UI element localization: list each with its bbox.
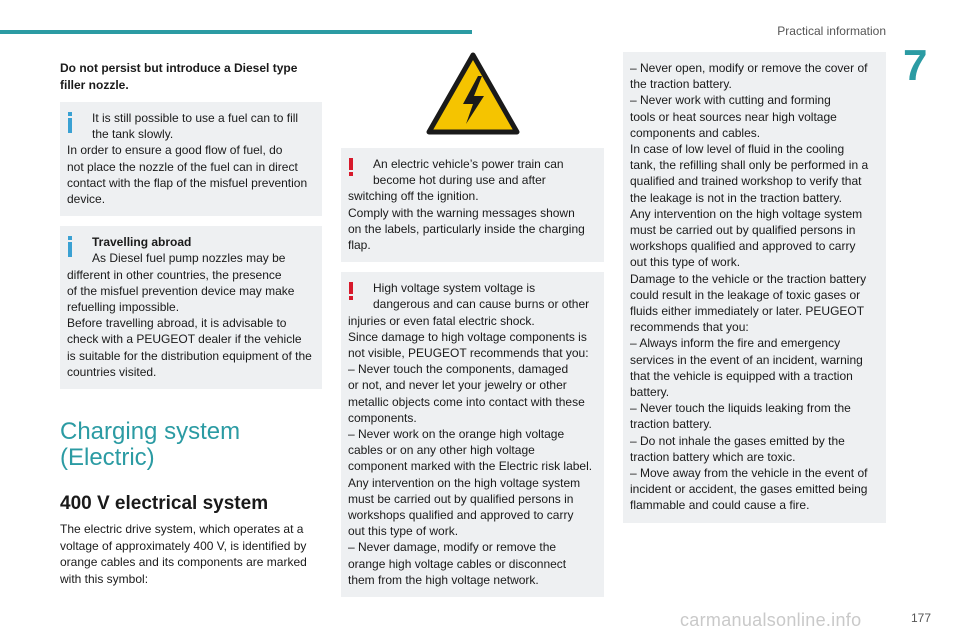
watermark: carmanualsonline.info: [680, 610, 862, 630]
warning-box-high-voltage: High voltage system voltage is dangerous and can cause burns or other injuries or even fatal electric shock. Since damage to high voltage components is not visible, PEUGEOT recommends that you: – Never touch the components, damaged or not, and never let your jewelry or other metallic objects come into contact with these components. – Never work on the orange high voltage cables or on any other high voltage component marked with the Electric risk label. Any intervention on the high voltage system must be carried out by qualified persons in workshops qualified and approved to carry out this type of work. – Never damage, modify or remove the orange high voltage cables or disconnect them from the high voltage network.: [341, 272, 604, 597]
info-box-fuel-can: It is still possible to use a fuel can to fill the tank slowly. In order to ensure a good flow of fuel, do not place the nozzle of the fuel can in direct contact with the flap of the misfuel prevention device.: [60, 102, 322, 216]
section-title: Charging system (Electric): [60, 418, 241, 472]
info-box-travelling-abroad: Travelling abroad As Diesel fuel pump nozzles may be different in other countries, the presence of the misfuel prevention device may make refuelling impossible. Before travelling abroad, it is advisable to check with a PEUGEOT dealer if the vehicle is suitable for the distribution equipment of the countries visited.: [60, 226, 322, 389]
running-header: Practical information: [777, 24, 886, 38]
body-paragraph: The electric drive system, which operates at a voltage of approximately 400 V, is identified by orange cables and its components are marked with this symbol:: [60, 522, 307, 586]
warning-box-traction-battery: – Never open, modify or remove the cover of the traction battery. – Never work with cutting and forming tools or heat sources near high voltage components and cables. In case of low level of fluid in the cooling tank, the refilling shall only be performed in a qualified and trained workshop to verify that the leakage is not in the traction battery. Any intervention on the high voltage system must be carried out by qualified persons in workshops qualified and approved to carry out this type of work. Damage to the vehicle or the traction battery could result in the leakage of toxic gases or fluids either immediately or later. PEUGEOT recommends that you: – Always inform the fire and emergency services in the event of an incident, warning that the vehicle is equipped with a traction battery. – Never touch the liquids leaking from the traction battery. – Do not inhale the gases emitted by the traction battery which are toxic. – Move away from the vehicle in the event of incident or accident, the gases emitted being flammable and could cause a fire.: [623, 52, 886, 523]
column-3: [623, 52, 886, 523]
intro-bold-text: Do not persist but introduce a Diesel type filler nozzle.: [60, 61, 298, 92]
info-icon: [68, 236, 72, 257]
page-number: 177: [910, 611, 931, 625]
info-icon: [68, 112, 72, 133]
subsection-title: 400 V electrical system: [60, 493, 269, 515]
chapter-number: 7: [903, 41, 928, 90]
warning-icon: [349, 282, 353, 300]
header-accent-bar: [0, 30, 472, 34]
column-1: [60, 60, 322, 587]
high-voltage-warning-icon: [341, 52, 604, 138]
warning-box-hot-powertrain: An electric vehicle’s power train can become hot during use and after switching off the ignition. Comply with the warning messages shown on the labels, particularly inside the charging flap.: [341, 148, 604, 262]
box-title: Travelling abroad: [92, 235, 192, 250]
column-2: [341, 52, 604, 597]
warning-icon: [349, 158, 353, 176]
